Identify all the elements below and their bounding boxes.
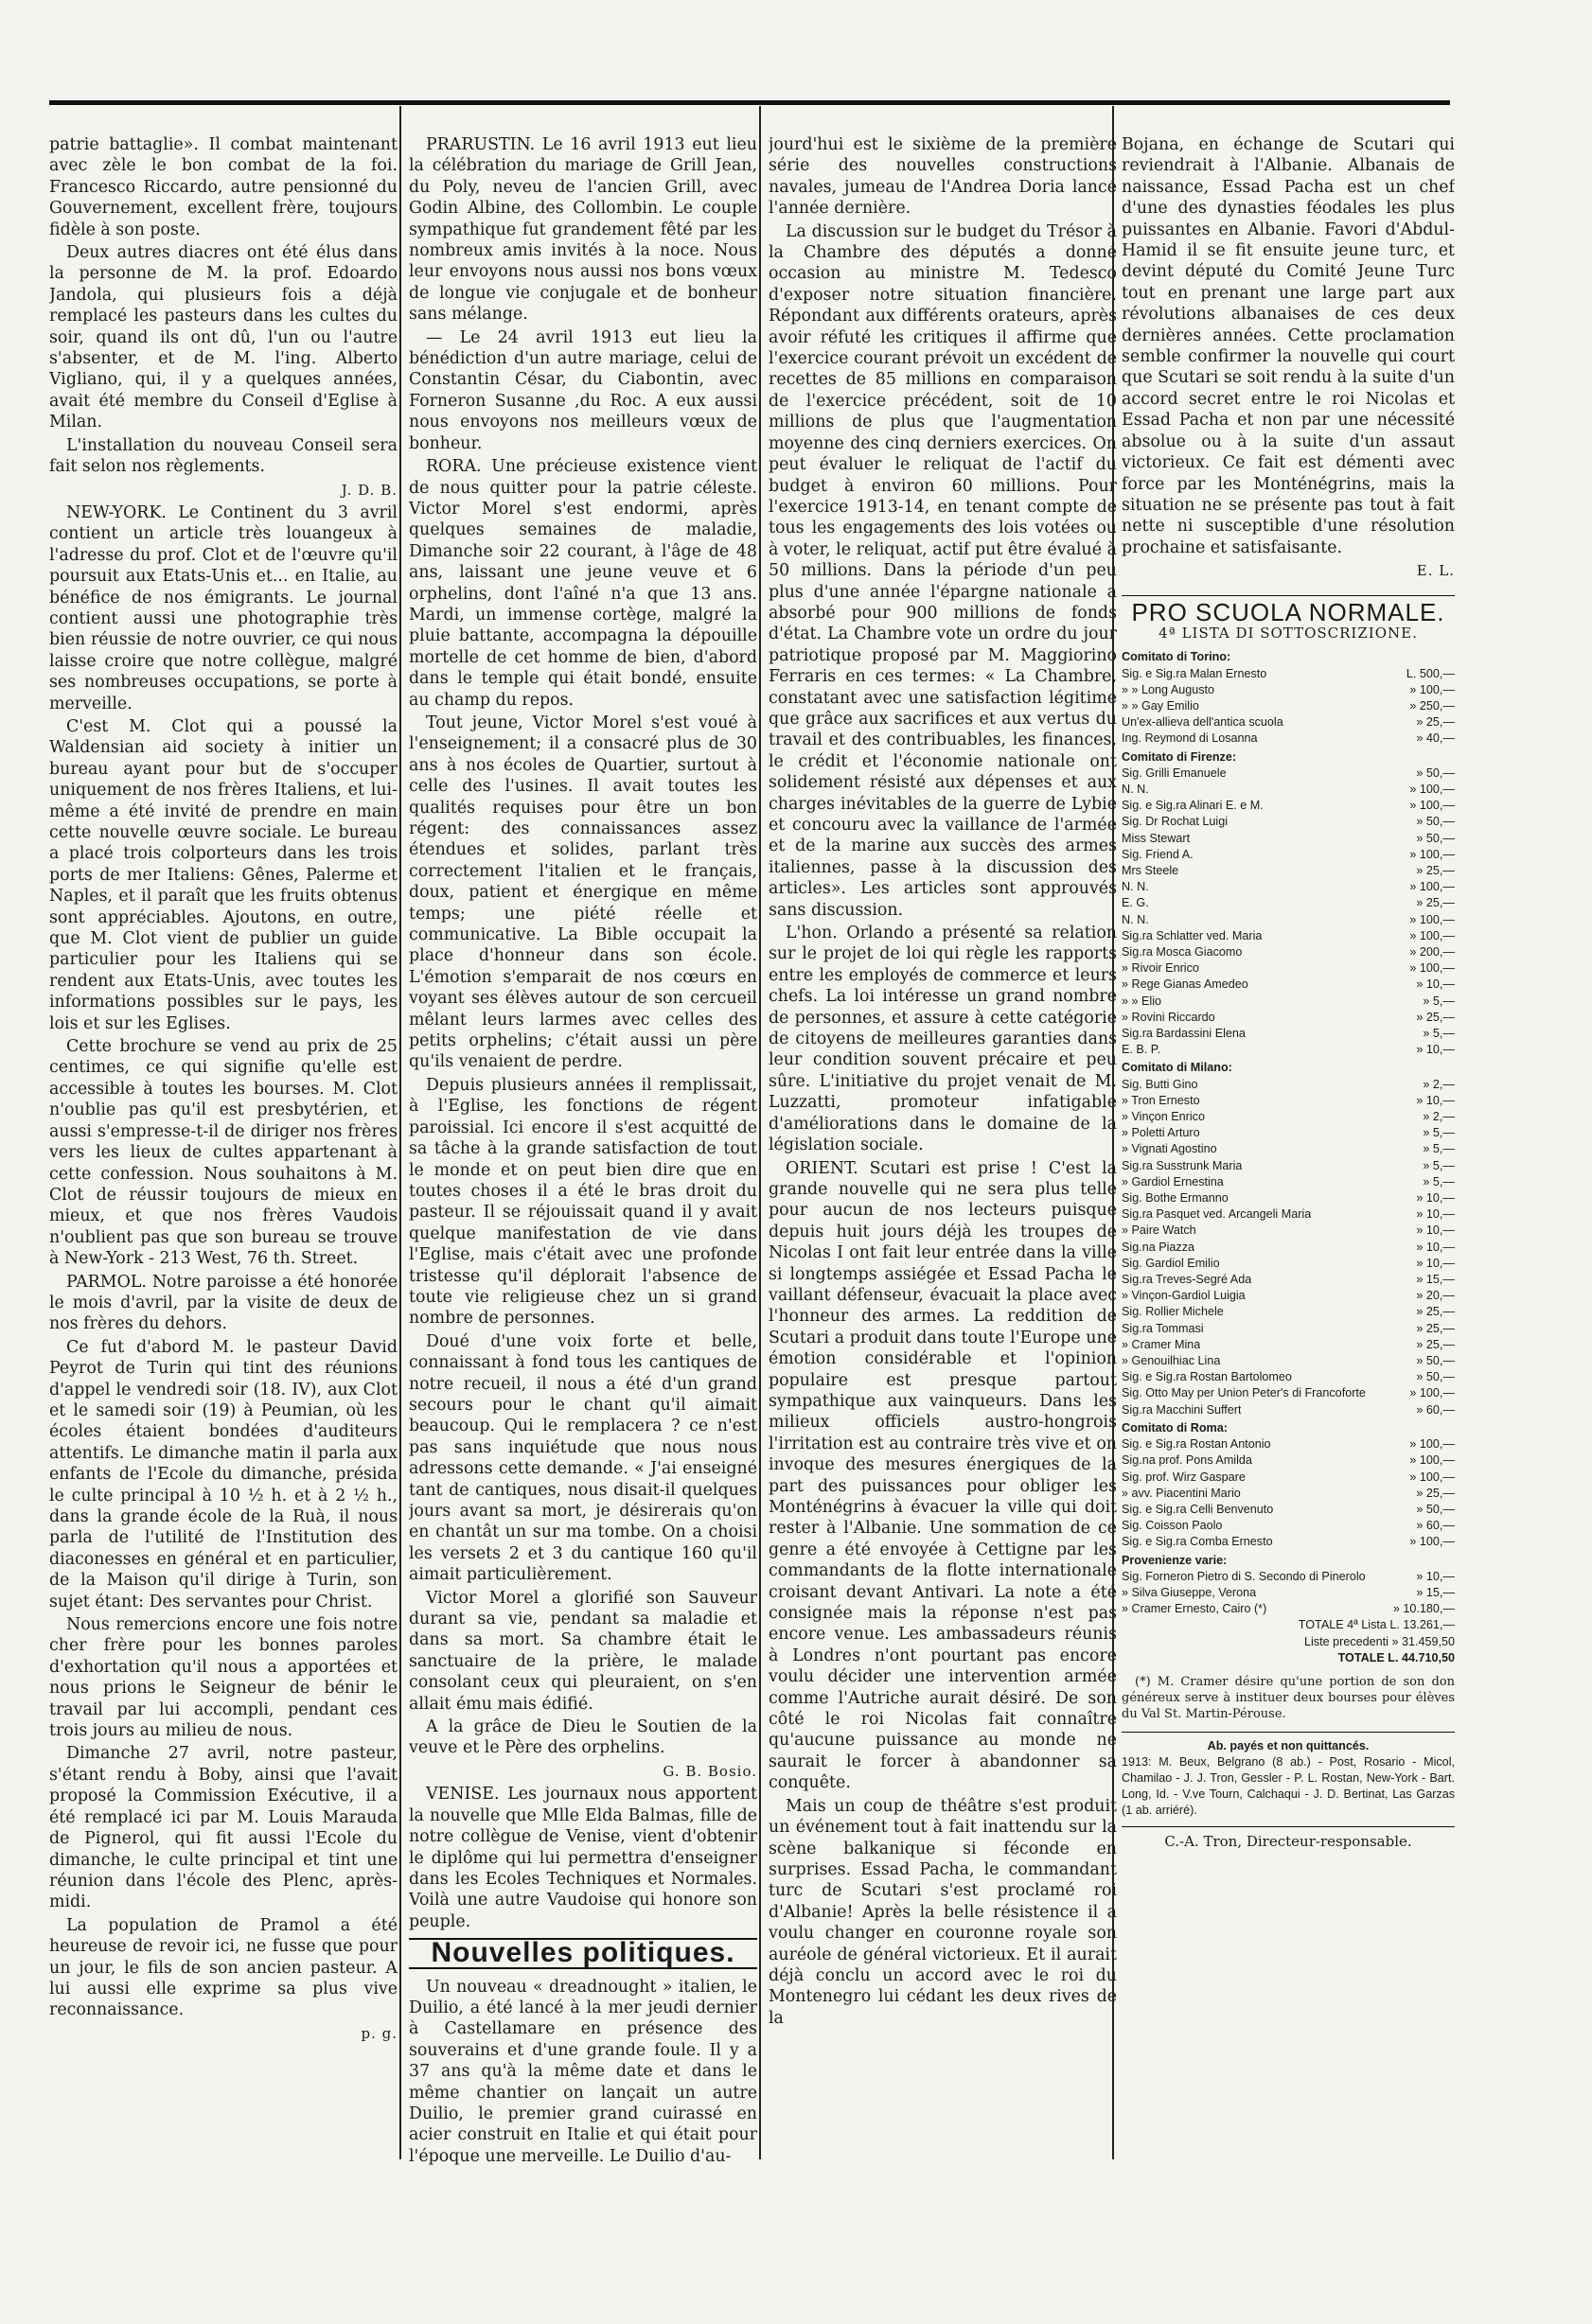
donor-name: » Paire Watch [1122, 1224, 1196, 1238]
paragraph: L'hon. Orlando a présenté sa relation sur le projet de loi qui règle les rapports entre les employés de commerce et leurs chefs. La loi intéresse un grand nombre de personnes, et assure à cette catégorie de citoyens de meilleures garanties dans leur condition souvent précaire et peu sûre. L'initiative du projet venait de M. Luzzatti, promoteur infatigable d'améliorations dans le domaine de la législation sociale. [769, 924, 1117, 1155]
donor-name: » Vignati Agostino [1122, 1142, 1217, 1156]
donor-name: E. G. [1122, 896, 1149, 910]
paragraph: PARMOL. Notre paroisse a été honorée le mois d'avril, par la visite de deux de nos frères du dehors. [49, 1272, 398, 1334]
donor-name: » Poletti Arturo [1122, 1126, 1200, 1140]
donation-amount: » 200,— [1409, 945, 1455, 959]
donation-amount: » 50,— [1416, 766, 1455, 780]
donation-amount: » 5,— [1423, 1027, 1455, 1041]
donor-name: Un'ex-allieva dell'antica scuola [1122, 715, 1283, 730]
donation-amount: » 100,— [1409, 1535, 1455, 1549]
donor-name: N. N. [1122, 782, 1149, 796]
donor-name: Sig. Rollier Michele [1122, 1305, 1224, 1319]
donor-row [1122, 928, 1455, 944]
donor-name: » Silva Giuseppe, Verona [1122, 1585, 1257, 1599]
donor-row [1122, 831, 1455, 847]
paragraph: patrie battaglie». Il combat maintenant avec zèle le bon combat de la foi. Francesco Riccardo, autre pensionné du Gouvernement, excellent frère, toujours fidèle à son poste. [49, 135, 398, 239]
donor-row [1122, 847, 1455, 863]
footnote: (*) M. Cramer désire qu'une portion de son don généreux serve à instituer deux bourses pour élèves du Val St. Martin-Pérouse. [1122, 1674, 1455, 1721]
donor-name: Sig.ra Susstrunk Maria [1122, 1158, 1243, 1172]
donor-row [1122, 1304, 1455, 1320]
column-2 [409, 134, 757, 2169]
payments-heading: Ab. payés et non quittancés. [1207, 1738, 1370, 1752]
donation-amount: L. 500,— [1406, 666, 1455, 680]
donation-amount: » 100,— [1409, 928, 1455, 942]
director-line: C.-A. Tron, Directeur-responsable. [1122, 1826, 1455, 1852]
donation-amount: » 100,— [1409, 1453, 1455, 1468]
donor-row [1122, 1109, 1455, 1125]
signature: p. g. [361, 2024, 398, 2042]
donor-row [1122, 1385, 1455, 1401]
donor-row [1122, 960, 1455, 977]
donation-amount: » 100,— [1409, 799, 1455, 813]
donation-amount: » 2,— [1423, 1110, 1455, 1124]
donation-amount: » 50,— [1416, 831, 1455, 845]
donor-row [1122, 1470, 1455, 1486]
donor-name: N. N. [1122, 880, 1149, 894]
donor-row [1122, 1337, 1455, 1353]
donation-amount: » 50,— [1416, 1370, 1455, 1384]
donor-row [1122, 1077, 1455, 1093]
donation-amount: » 25,— [1416, 715, 1455, 730]
paragraph: PRARUSTIN. Le 16 avril 1913 eut lieu la célébration du mariage de Grill Jean, du Poly, neveu de l'ancien Grill, avec Godin Albine, des Collombin. Le couple sympathique fut grandement fêté par les nombreux amis invités à la noce. Nous leur envoyons nous aussi nos bons vœux de longue vie conjugale et de bonheur sans mélange. [409, 135, 757, 325]
section-title: Nouvelles politiques. [409, 1938, 757, 1968]
donor-row [1122, 1353, 1455, 1369]
donor-row [1122, 1026, 1455, 1042]
paragraph: Dimanche 27 avril, notre pasteur, s'étant rendu à Boby, ainsi que l'avait proposé la Commission Exécutive, il a été remplacé ici par M. Louis Marauda de Pignerol, qui fit aussi l'Ecole du dimanche, le culte principal et tint une réunion dans l'école des Plenc, après-midi. [49, 1744, 398, 1912]
paragraph: La discussion sur le budget du Trésor à la Chambre des députés a donné occasion au ministre M. Tedesco d'exposer notre situation financière. Répondant aux différents orateurs, après avoir réfuté les critiques il affirme que l'exercice courant prévoit un excédent de recettes de 85 millions en comparaison de l'exercice précédent, soit de 10 millions de plus que l'augmentation moyenne des cinq derniers exercices. On peut évaluer le reliquat de l'actif du budget à environ 60 millions. Pour l'exercice 1913-14, en tenant compte de tous les engagements des lois votées ou à voter, le reliquat, actif put être évalué à 50 millions. Dans la période d'un peu plus d'une année l'épargne nationale a absorbé pour 900 millions de fonds d'état. La Chambre vote un ordre du jour patriotique proposé par M. Maggiorino Ferraris en ces termes: « La Chambre, constatant avec une satisfaction légitime que grâce aux sacrifices et aux vertus du travail et des contribuables, les finances, le crédit et l'économie nationale ont solidement résisté aux dépenses et aux charges inévitables de la guerre de Lybie et concouru avec la vaillance de l'armée et de la marine aux succès des armes italiennes, passe à la discussion des articles». Les articles sont approuvés sans discussion. [769, 221, 1117, 920]
donor-row [1122, 1141, 1455, 1157]
donor-row [1122, 666, 1455, 682]
donation-amount: » 5,— [1423, 1158, 1455, 1172]
donor-row [1122, 994, 1455, 1010]
donor-row [1122, 879, 1455, 895]
donation-amount: » 100,— [1409, 880, 1455, 894]
paragraph: VENISE. Les journaux nous apportent la nouvelle que Mlle Elda Balmas, fille de notre collègue de Venise, vient d'obtenir le diplôme qui lui permettra d'enseigner dans les Ecoles Techniques et Normales. Voilà une autre Vaudoise qui honore son peuple. [409, 1785, 757, 1931]
donor-name: E. B. P. [1122, 1043, 1161, 1057]
donation-amount: » 10,— [1416, 1191, 1455, 1206]
donor-name: Sig.ra Treves-Segré Ada [1122, 1273, 1252, 1287]
donor-row [1122, 1190, 1455, 1206]
donor-name: » Rovini Riccardo [1122, 1010, 1215, 1024]
donor-row [1122, 1223, 1455, 1239]
donor-name: » » Gay Emilio [1122, 698, 1199, 713]
paragraph: Depuis plusieurs années il remplissait, à l'Eglise, les fonctions de régent paroissial. Ici encore il s'est acquitté de sa tâche à la grande satisfaction de tout le monde et on peut bien dire que en toutes choses il a été le bras droit du pasteur. Il se réjouissait quand il y avait quelque manifestation de vie dans l'Eglise, mais c'était avec une profonde tristesse qu'il déplorait l'absence de toute vie religieuse chez un si grand nombre de personnes. [409, 1075, 757, 1329]
paragraph: La population de Pramol a été heureuse de revoir ici, ne fusse que pour un jour, le fils de son ancien pasteur. A lui aussi elle exprime sa plus vive reconnaissance. [49, 1915, 398, 2020]
signature: E. L. [1416, 562, 1455, 580]
donation-amount: » 15,— [1416, 1585, 1455, 1599]
donor-row [1122, 1452, 1455, 1469]
donor-row [1122, 1486, 1455, 1502]
donation-amount: » 10,— [1416, 1569, 1455, 1583]
donor-row [1122, 1158, 1455, 1174]
donor-name: Miss Stewart [1122, 831, 1191, 845]
paragraph: C'est M. Clot qui a poussé la Waldensian aid society à initier un bureau ayant pour but de s'occuper uniquement de nos frères Italiens, et lui-même a été invité de prendre en main cette nouvelle œuvre sociale. Le bureau a placé trois colporteurs dans les trois ports de mer Italiens: Gênes, Palerme et Naples, et il paraît que les fruits obtenus sont appréciables. Ajoutons, en outre, que M. Clot vient de publier un guide particulier pour les Italiens qui se rendent aux Etats-Unis, avec toutes les informations possibles sur le pays, les lois et sur les Eglises. [49, 716, 398, 1033]
paragraph: Ce fut d'abord M. le pasteur David Peyrot de Turin qui tint des réunions d'appel le vendredi soir (18. IV), aux Clot et le samedi soir (19) à Peumian, où les écoles étaient bondées d'auditeurs attentifs. Le dimanche matin il parla aux enfants de l'Ecole du dimanche, présida le culte principal à 10 ½ h. et à 2 ½ h., dans la grande école de la Ruà, il nous parla de l'utilité de l'Institution des diaconesses en général et en particulier, de la Maison qu'il dirige à Turin, son sujet étant: Des servantes pour Christ. [49, 1337, 398, 1611]
donor-name: Sig. Coisson Paolo [1122, 1519, 1223, 1533]
donor-row [1122, 1272, 1455, 1288]
donation-amount: » 25,— [1416, 1321, 1455, 1335]
paragraph: Nous remercions encore une fois notre cher frère pour les bonnes paroles d'exhortation qu'il nous a apportées et nous prions le Seigneur de bénir le travail par lui accompli, pendant ces trois jours au milieu de nous. [49, 1615, 398, 1741]
column-divider [759, 106, 761, 2159]
donor-row [1122, 1125, 1455, 1141]
donor-row [1122, 814, 1455, 830]
donation-amount: » 25,— [1416, 1305, 1455, 1319]
donation-amount: » 25,— [1416, 896, 1455, 910]
donor-name: » Cramer Ernesto, Cairo (*) [1122, 1602, 1267, 1616]
signature: J. D. B. [341, 481, 398, 499]
donation-amount: » 10,— [1416, 1224, 1455, 1238]
donor-name: Mrs Steele [1122, 863, 1179, 877]
paragraph: Un nouveau « dreadnought » italien, le Duilio, a été lancé à la mer jeudi dernier à Castellamare en présence des souverains et d'une grande foule. Il y a 37 ans qu'à la même date et dans le même chantier on lançait un autre Duilio, le premier grand cuirassé en acier construit en Italie et qui était pour l'époque une merveille. Le Duilio d'au- [409, 1977, 757, 2166]
donor-row [1122, 1010, 1455, 1026]
donor-name: Sig. e Sig.ra Comba Ernesto [1122, 1535, 1273, 1549]
total-line: TOTALE 4ª Lista L. 13.261,— [1298, 1618, 1455, 1632]
paragraph: RORA. Une précieuse existence vient de nous quitter pour la patrie céleste. Victor Morel s'est endormi, après quelques semaines de maladie, Dimanche soir 22 courant, à l'âge de 48 ans, laissant une jeune veuve et 6 orphelins, dont l'aîné n'a que 13 ans. Mardi, un immense cortège, malgré la pluie battante, accompagna la dépouille mortelle de cet homme de bien, d'abord dans le temple qui était bondé, ensuite au champ du repos. [409, 457, 757, 710]
donation-amount: » 5,— [1423, 994, 1455, 1008]
donor-name: » Vinçon Enrico [1122, 1110, 1205, 1124]
paragraph: jourd'hui est le sixième de la première série des nouvelles constructions navales, jumeau de l'Andrea Doria lancé l'année dernière. [769, 135, 1117, 219]
donor-row [1122, 1206, 1455, 1223]
payments-text: 1913: M. Beux, Belgrano (8 ab.) - Post, Rosario - Micol, Chamilao - J. J. Tron, Gessler - P. L. Rostan, New-York - Bart. Long, Id. - V.ve Tourn, Calchaqui - J. D. Bertinat, Las Garzas (1 ab. arriéré). [1122, 1754, 1455, 1817]
donor-row [1122, 944, 1455, 960]
donation-amount: » 100,— [1409, 782, 1455, 796]
donor-row [1122, 1518, 1455, 1534]
donation-amount: » 100,— [1409, 682, 1455, 696]
donor-name: Sig.ra Schlatter ved. Maria [1122, 928, 1263, 942]
committee-heading: Comitato di Firenze: [1122, 749, 1237, 764]
donation-amount: » 2,— [1423, 1077, 1455, 1091]
paragraph: Deux autres diacres ont été élus dans la personne de M. la prof. Edoardo Jandola, qui plusieurs fois a déjà remplacé les pasteurs dans les cultes du soir, quand ils ont dû, l'un ou l'autre s'absenter, et de M. l'ing. Alberto Vigliano, qui, il y a quelques années, avait été membre du Conseil d'Eglise à Milan. [49, 243, 398, 432]
donor-row [1122, 912, 1455, 928]
donation-amount: » 50,— [1416, 1502, 1455, 1516]
donor-row [1122, 1369, 1455, 1385]
donation-amount: » 25,— [1416, 1486, 1455, 1500]
donor-row [1122, 731, 1455, 747]
committee-heading: Provenienze varie: [1122, 1553, 1228, 1567]
donor-name: Sig. e Sig.ra Rostan Antonio [1122, 1437, 1271, 1452]
donation-amount: » 100,— [1409, 1470, 1455, 1484]
subscription-totals [1122, 1617, 1455, 1666]
donor-name: Sig. e Sig.ra Celli Benvenuto [1122, 1502, 1274, 1516]
donor-row [1122, 895, 1455, 911]
donor-row [1122, 1534, 1455, 1550]
donor-name: Sig.na prof. Pons Amilda [1122, 1453, 1252, 1468]
committee-heading: Comitato di Torino: [1122, 650, 1231, 664]
donor-name: » Tron Ernesto [1122, 1093, 1200, 1107]
donor-row [1122, 863, 1455, 879]
donation-amount: » 10,— [1416, 977, 1455, 992]
donor-row [1122, 1288, 1455, 1304]
donor-name: Sig.ra Tommasi [1122, 1321, 1204, 1335]
donor-name: » Genouilhiac Lina [1122, 1354, 1221, 1368]
donation-amount: » 10,— [1416, 1043, 1455, 1057]
donor-name: » » Elio [1122, 994, 1162, 1008]
column-3 [769, 134, 1117, 2169]
paragraph: A la grâce de Dieu le Soutien de la veuve et le Père des orphelins. [409, 1717, 757, 1758]
subscription-list [1122, 649, 1455, 1617]
donor-row [1122, 714, 1455, 731]
donor-name: Sig. Dr Rochat Luigi [1122, 815, 1228, 829]
donor-name: Sig. Bothe Ermanno [1122, 1191, 1229, 1206]
donor-name: » avv. Piacentini Mario [1122, 1486, 1241, 1500]
donor-name: Sig. e Sig.ra Malan Ernesto [1122, 666, 1267, 680]
donor-row [1122, 798, 1455, 814]
donor-name: Sig.ra Pasquet ved. Arcangeli Maria [1122, 1207, 1312, 1222]
donor-name: » Vinçon-Gardiol Luigia [1122, 1289, 1246, 1303]
donor-name: Sig. Forneron Pietro di S. Secondo di Pinerolo [1122, 1569, 1366, 1583]
donor-name: Sig. Gardiol Emilio [1122, 1256, 1220, 1270]
column-4 [1122, 134, 1455, 2169]
donation-amount: » 25,— [1416, 1337, 1455, 1351]
donation-amount: » 10,— [1416, 1256, 1455, 1270]
donation-amount: » 100,— [1409, 912, 1455, 926]
donor-row [1122, 782, 1455, 798]
donor-name: Sig.ra Bardassini Elena [1122, 1027, 1246, 1041]
donation-amount: » 10,— [1416, 1093, 1455, 1107]
donation-amount: » 20,— [1416, 1289, 1455, 1303]
paragraph: — Le 24 avril 1913 eut lieu la bénédiction d'un autre mariage, celui de Constantin César, du Ciabontin, avec Forneron Susanne ,du Roc. A eux aussi nous envoyons nos meilleurs vœux de bonheur. [409, 327, 757, 453]
donor-name: Sig. Butti Gino [1122, 1077, 1198, 1091]
donor-row [1122, 698, 1455, 714]
donor-name: Sig. e Sig.ra Rostan Bartolomeo [1122, 1370, 1292, 1384]
donation-amount: » 5,— [1423, 1126, 1455, 1140]
donation-amount: » 100,— [1409, 847, 1455, 861]
paragraph: Victor Morel a glorifié son Sauveur durant sa vie, pendant sa maladie et dans sa mort. Sa chambre était le sanctuaire de la prière, le malade consolant ceux qui pleuraient, on s'en allait ému mais édifié. [409, 1588, 757, 1714]
donor-name: » Rivoir Enrico [1122, 961, 1199, 976]
donation-amount: » 15,— [1416, 1273, 1455, 1287]
donor-name: Sig. Friend A. [1122, 847, 1194, 861]
donor-row [1122, 1240, 1455, 1256]
total-line: Liste precedenti » 31.459,50 [1304, 1634, 1455, 1648]
donor-name: Sig.ra Macchini Suffert [1122, 1402, 1242, 1417]
paragraph: Tout jeune, Victor Morel s'est voué à l'enseignement; il a consacré plus de 30 ans à nos écoles de Quartier, surtout à celle des l'usines. Il avait toutes les qualités requises pour être un bon régent: des connaissances assez étendues et solides, parlant très correctement l'italien et le français, doux, patient et énergique en même temps; une piété réelle et communicative. La Bible occupait la place d'honneur dans son école. L'émotion s'emparait de nos cœurs en voyant ses élèves autour de son cercueil mêlant leurs larmes avec celles des petits orphelins; c'était aussi un père qu'ils venaient de perdre. [409, 713, 757, 1072]
donor-row [1122, 682, 1455, 698]
donor-row [1122, 1569, 1455, 1585]
donation-amount: » 50,— [1416, 1354, 1455, 1368]
total-line: TOTALE L. 44.710,50 [1337, 1650, 1455, 1664]
paragraph: Mais un coup de théâtre s'est produit un événement tout à fait inattendu sur la scène balkanique si féconde en surprises. Essad Pacha, le commandant turc de Scutari s'est proclamé roi d'Albanie! Après la belle résistence il a voulu changer en couronne royale son auréole de général victorieux. Et il aurait déjà conclu un accord avec le roi du Montenegro lui cédant les deux rives de la [769, 1796, 1117, 2028]
column-1 [49, 134, 398, 2169]
donor-row [1122, 1042, 1455, 1058]
paragraph: NEW-YORK. Le Continent du 3 avril contient un article très louangeux à l'adresse du prof. Clot et de l'œuvre qu'il poursuit aux Etats-Unis et... en Italie, au bénéfice de nos émigrants. Le journal contient aussi une photographie très bien réussie de notre ouvrier, ce qui nous laisse croire que notre collègue, malgré ses nombreuses occupations, se porte à merveille. [49, 502, 398, 713]
subscription-subtitle: 4ª LISTA DI SOTTOSCRIZIONE. [1159, 624, 1418, 642]
donation-amount: » 10,— [1416, 1207, 1455, 1222]
paragraph: Bojana, en échange de Scutari qui reviendrait à l'Albanie. Albanais de naissance, Essad Pacha est un chef d'une des dynasties féodales les plus puissantes en Albanie. Favori d'Abdul-Hamid il se fit ensuite jeune turc, et devint député du Comité Jeune Turc tout en prenant une large part aux révolutions albanaises de ces deux dernières années. Cette proclamation semble confirmer la nouvelle qui court que Scutari se soit rendu à la suite d'un accord secret entre le roi Nicolas et Essad Pacha et non par une nécessité absolue ou à la suite d'un assaut victorieux. Ce fait est démenti avec force par les Monténégrins, mais la situation ne se présente pas tout à fait nette ni susceptible d'une résolution prochaine et satisfaisante. [1122, 135, 1455, 557]
donation-amount: » 100,— [1409, 961, 1455, 976]
donor-name: Sig.ra Mosca Giacomo [1122, 945, 1243, 959]
donation-amount: » 10,— [1416, 1240, 1455, 1254]
payments-block [1122, 1732, 1455, 1819]
committee-heading: Comitato di Milano: [1122, 1061, 1232, 1075]
donor-row [1122, 1601, 1455, 1617]
donor-row [1122, 1174, 1455, 1190]
donor-name: N. N. [1122, 912, 1149, 926]
donor-name: Sig.na Piazza [1122, 1240, 1195, 1254]
donation-amount: » 10.180,— [1392, 1602, 1455, 1616]
donor-row [1122, 1256, 1455, 1272]
donor-name: » Cramer Mina [1122, 1337, 1201, 1351]
donor-row [1122, 1585, 1455, 1601]
paragraph: ORIENT. Scutari est prise ! C'est la grande nouvelle qui ne sera plus telle pour aucun de nos lecteurs puisque depuis huit jours déjà les troupes de Nicolas I ont fait leur entrée dans la ville si longtemps assiégée et Essad Pacha le vaillant défenseur, évacuait la place avec l'honneur des armes. La reddition de Scutari a produit dans toute l'Europe une émotion considérable et l'opinion populaire est presque partout sympathique aux vainqueurs. Dans les milieux officiels austro-hongrois l'irritation est au contraire très vive et on invoque des mesures énergiques de la part des puissances pour obliger les Monténégrins à évacuer la ville qui doit rester à l'Albanie. Une sommation de ce genre a été envoyée à Cettigne par les commandants de la flotte internationale croisant devant Antivari. La note a été consignée mais la réponse n'est pas encore venue. Les ambassadeurs réunis à Londres n'ont pourtant pas encore voulu décider une intervention armée comme l'Autriche aurait désiré. De son côté le roi Nicolas fait connaître qu'aucune puissance au monde ne saurait le forcer à abandonner sa conquête. [769, 1158, 1117, 1793]
paragraph: Cette brochure se vend au prix de 25 centimes, ce qui signifie qu'elle est accessible à toutes les bourses. M. Clot n'oublie pas qu'il est presbytérien, et aussi s'empresse-t-il de diriger nos frères vers les lieux de cultes appartenant à cette confession. Nous souhaitons à M. Clot de réussir toujours de mieux en mieux, et que nos frères Vaudois n'oublient pas que son bureau se trouve à New-York - 213 West, 76 th. Street. [49, 1037, 398, 1269]
donor-name: Sig. prof. Wirz Gaspare [1122, 1470, 1246, 1484]
donation-amount: » 60,— [1416, 1519, 1455, 1533]
column-divider [399, 106, 401, 2159]
donation-amount: » 100,— [1409, 1386, 1455, 1400]
top-rule [49, 100, 1450, 105]
donor-name: » » Long Augusto [1122, 682, 1215, 696]
donation-amount: » 5,— [1423, 1142, 1455, 1156]
donor-row [1122, 1402, 1455, 1418]
donor-name: Sig. Grilli Emanuele [1122, 766, 1227, 780]
donation-amount: » 25,— [1416, 863, 1455, 877]
donation-amount: » 25,— [1416, 1010, 1455, 1024]
subscription-title: PRO SCUOLA NORMALE. [1122, 595, 1455, 623]
donor-name: Sig. Otto May per Union Peter's di Francoforte [1122, 1386, 1366, 1400]
donation-amount: » 250,— [1409, 698, 1455, 713]
donor-row [1122, 766, 1455, 782]
donation-amount: » 40,— [1416, 731, 1455, 746]
paragraph: L'installation du nouveau Conseil sera fait selon nos règlements. [49, 435, 398, 477]
donor-row [1122, 1436, 1455, 1452]
donor-row [1122, 1502, 1455, 1518]
donor-name: Ing. Reymond di Losanna [1122, 731, 1258, 746]
paragraph: Doué d'une voix forte et belle, connaissant à fond tous les cantiques de notre recueil, il nous a été d'un grand secours pour le chant qu'il aimait beaucoup. Qui le remplacera ? ce n'est pas sans inquiétude que nous nous adressons cette demande. « J'ai enseigné tant de cantiques, nous disait-il quelques jours avant sa mort, je désirerais qu'on en chantât un sur ma tombe. On a choisi les versets 2 et 3 du cantique 160 qu'il aimait particulièrement. [409, 1331, 757, 1585]
donation-amount: » 60,— [1416, 1402, 1455, 1417]
donor-name: » Rege Gianas Amedeo [1122, 977, 1248, 992]
donor-row [1122, 1321, 1455, 1337]
donation-amount: » 50,— [1416, 815, 1455, 829]
donation-amount: » 5,— [1423, 1174, 1455, 1188]
donation-amount: » 100,— [1409, 1437, 1455, 1452]
donor-row [1122, 1093, 1455, 1109]
donor-name: Sig. e Sig.ra Alinari E. e M. [1122, 799, 1264, 813]
signature: G. B. Bosio. [663, 1762, 757, 1780]
committee-heading: Comitato di Roma: [1122, 1420, 1228, 1435]
donor-row [1122, 977, 1455, 993]
donor-name: » Gardiol Ernestina [1122, 1174, 1224, 1188]
